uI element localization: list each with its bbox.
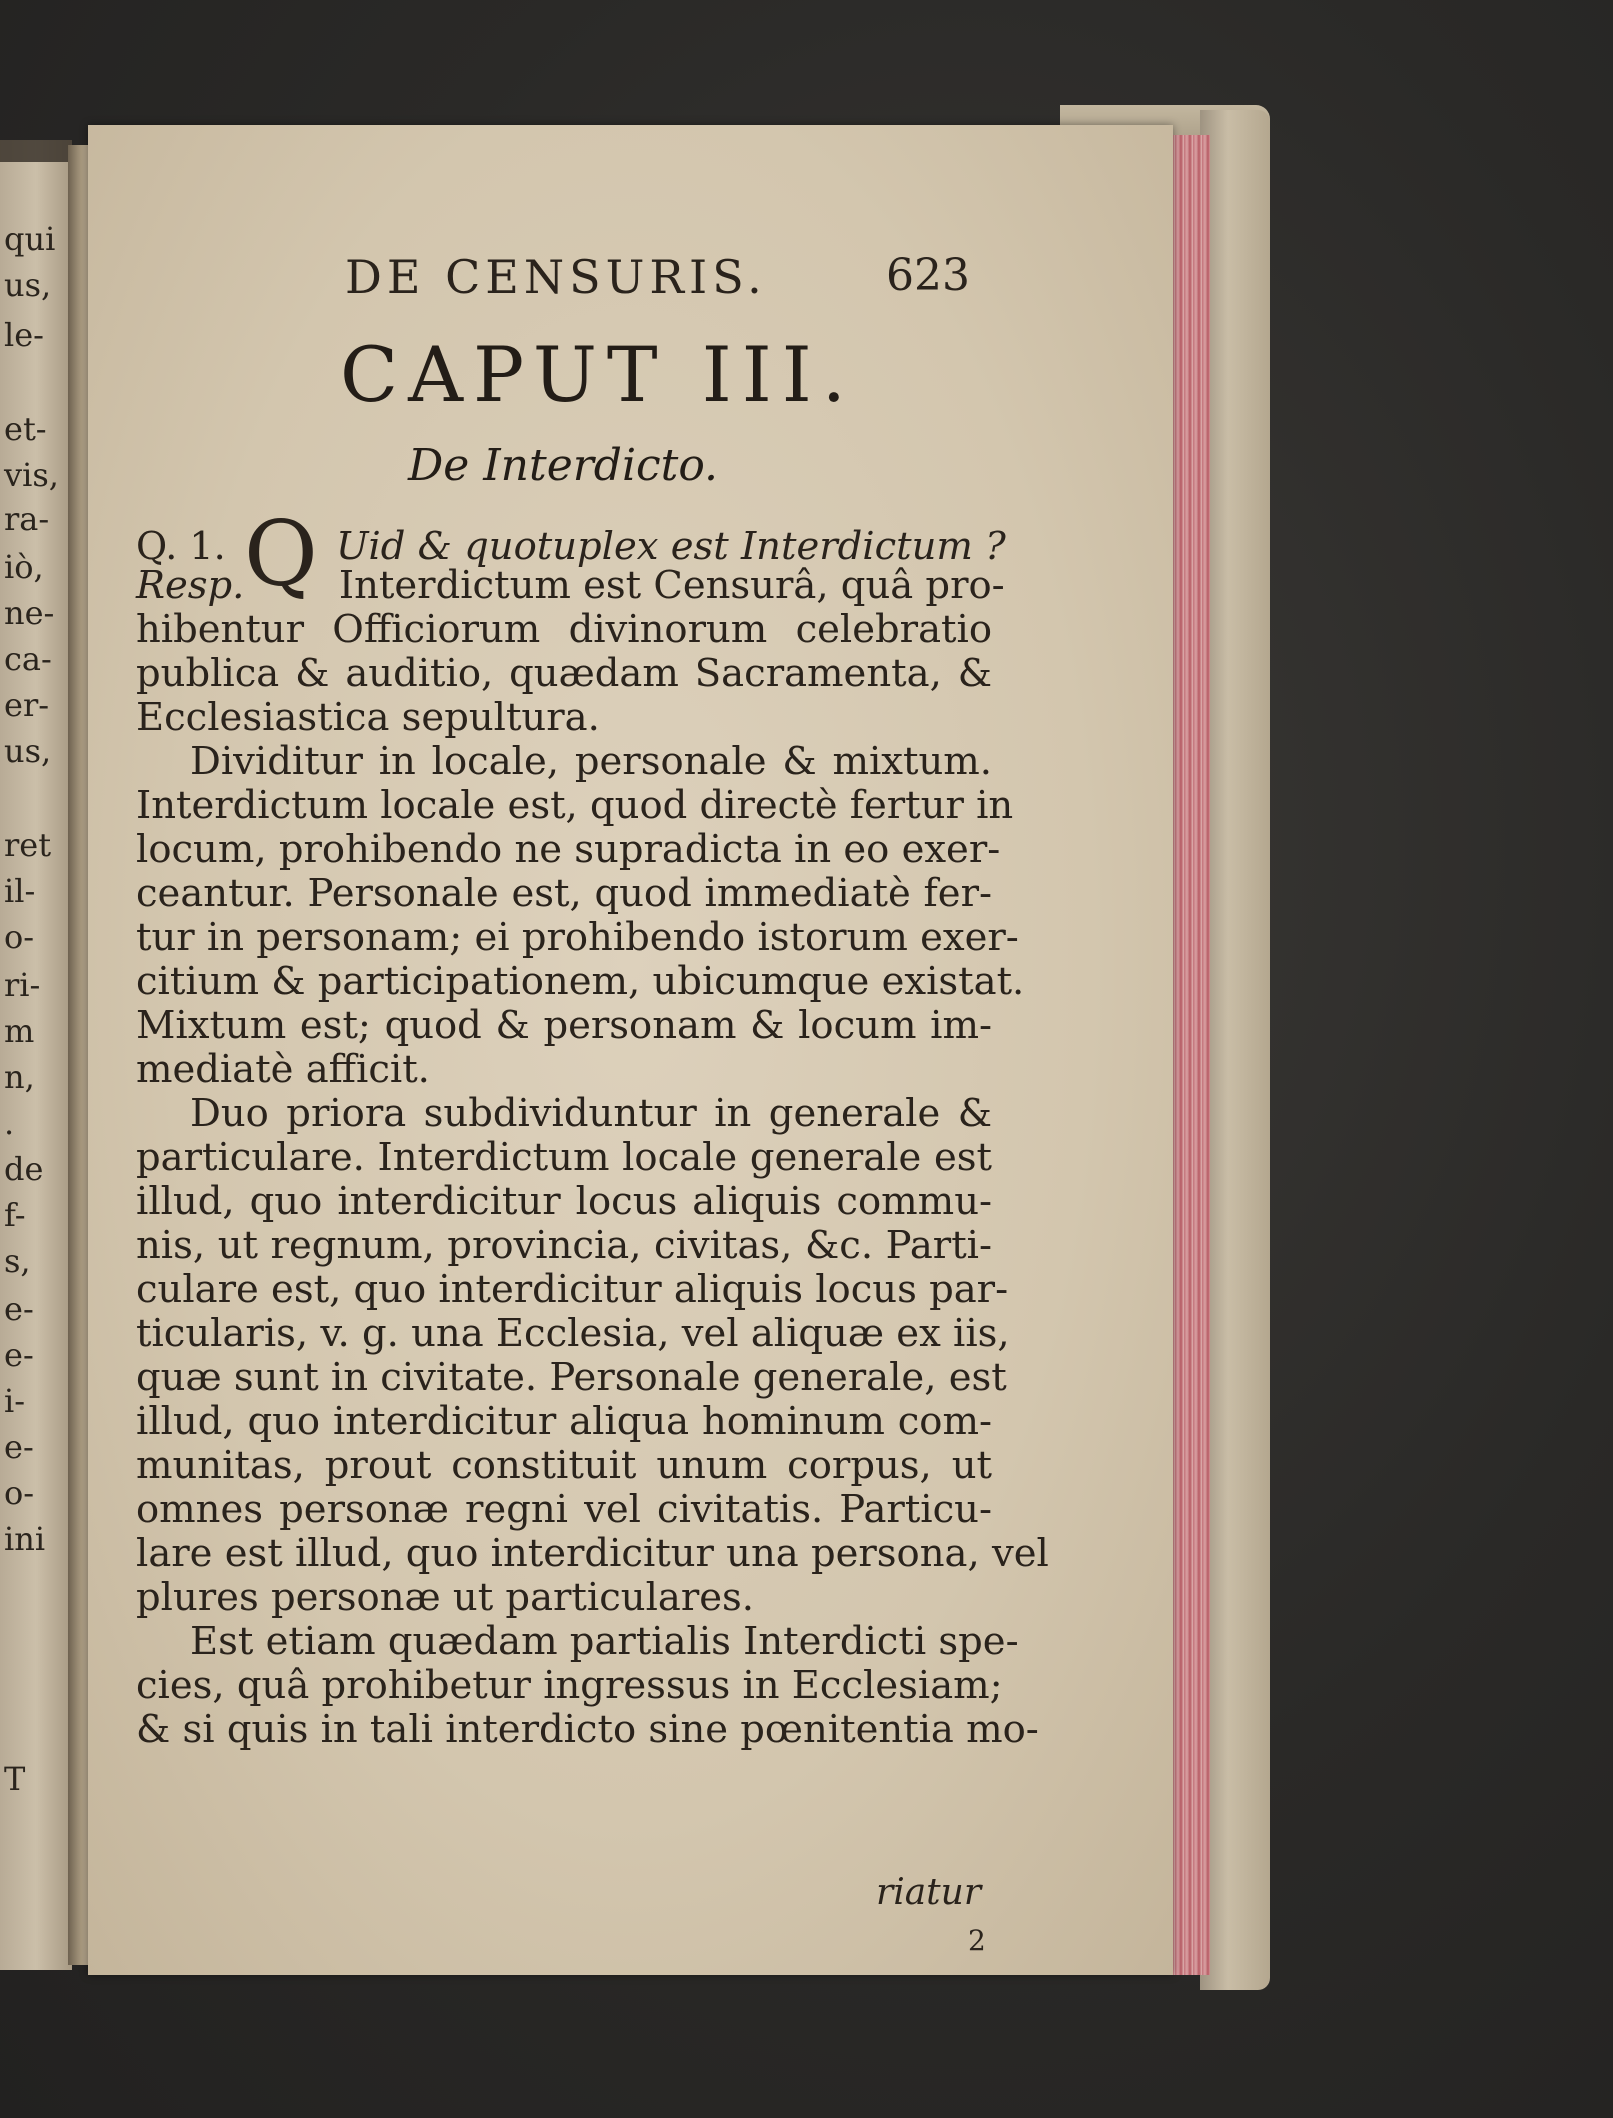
previous-page-text-fragment: us, [4, 732, 52, 770]
catchword: riatur [876, 1872, 982, 1913]
previous-page-text-fragment: ri- [4, 966, 41, 1004]
previous-page-text-fragment: de [4, 1150, 44, 1188]
previous-page-text-fragment: T [4, 1760, 26, 1798]
previous-page-text-fragment: qui [4, 220, 56, 258]
body-line: Dividitur in locale, personale & mixtum. [190, 739, 992, 784]
body-line: omnes personæ regni vel civitatis. Particu- [136, 1487, 992, 1532]
previous-page-text-fragment: ret [4, 826, 52, 864]
previous-page-text-fragment: e- [4, 1428, 34, 1466]
body-line: Interdictum est Censurâ, quâ pro- [338, 563, 1005, 608]
previous-page-text-fragment: et- [4, 410, 47, 448]
response-line [136, 563, 1005, 608]
body-line: & si quis in tali interdicto sine pœnitentia mo- [136, 1707, 1039, 1752]
previous-page-text-fragment: er- [4, 686, 50, 724]
body-line: plures personæ ut particulares. [136, 1575, 755, 1620]
body-line: publica & auditio, quædam Sacramenta, & [136, 651, 992, 696]
body-line: locum, prohibendo ne supradicta in eo exer- [136, 827, 1001, 872]
signature-mark: 2 [968, 1924, 986, 1957]
chapter-title: CAPUT III. [340, 330, 856, 419]
body-line: lare est illud, quo interdicitur una persona, vel [136, 1531, 1049, 1576]
previous-page-text-fragment: ne- [4, 594, 55, 632]
previous-page-text-fragment: us, [4, 266, 52, 304]
chapter-subtitle: De Interdicto. [408, 440, 719, 491]
previous-page-text-fragment: o- [4, 918, 35, 956]
body-line: illud, quo interdicitur locus aliquis commu- [136, 1179, 992, 1224]
previous-page-text-fragment: ra- [4, 500, 50, 538]
body-line: nis, ut regnum, provincia, civitas, &c. Parti- [136, 1223, 992, 1268]
previous-page-text-fragment: ca- [4, 640, 52, 678]
page-number: 623 [886, 250, 970, 301]
previous-page-text-fragment: n, [4, 1058, 35, 1096]
previous-page-text-fragment: f- [4, 1196, 26, 1234]
body-line: culare est, quo interdicitur aliquis locus par- [136, 1267, 1009, 1312]
body-line: Ecclesiastica sepultura. [136, 695, 600, 740]
body-line: mediatè afficit. [136, 1047, 430, 1092]
body-line: cies, quâ prohibetur ingressus in Ecclesiam; [136, 1663, 1003, 1708]
question-number: Q. 1. [136, 524, 226, 568]
body-line: Interdictum locale est, quod directè fertur in [136, 783, 1014, 828]
previous-page-text-fragment: le- [4, 316, 44, 354]
body-line: ceantur. Personale est, quod immediatè fer- [136, 871, 992, 916]
previous-page-text-fragment: m [4, 1012, 35, 1050]
previous-page-text-fragment: s, [4, 1242, 31, 1280]
resp-label: Resp. [136, 563, 245, 608]
previous-page-text-fragment: e- [4, 1290, 34, 1328]
body-line: tur in personam; ei prohibendo istorum exer- [136, 915, 1019, 960]
body-line: quæ sunt in civitate. Personale generale, est [136, 1355, 1007, 1400]
body-line: citium & participationem, ubicumque existat. [136, 959, 1025, 1004]
previous-page-text-fragment: vis, [4, 456, 59, 494]
cover-edge [1200, 110, 1270, 1990]
previous-page-text-fragment: . [4, 1104, 15, 1142]
body-line: Duo priora subdividuntur in generale & [190, 1091, 992, 1136]
body-line: munitas, prout constituit unum corpus, ut [136, 1443, 992, 1488]
previous-page-text-fragment: iò, [4, 548, 44, 586]
body-text [136, 502, 1049, 1752]
previous-page-header [0, 140, 72, 162]
body-line: Est etiam quædam partialis Interdicti spe- [190, 1619, 1019, 1664]
body-line: Mixtum est; quod & personam & locum im- [136, 1003, 992, 1048]
body-line: illud, quo interdicitur aliqua hominum com- [136, 1399, 992, 1444]
body-line: hibentur Officiorum divinorum celebratio [136, 607, 992, 652]
drop-cap: Q [243, 502, 318, 607]
previous-page-text-fragment: ini [4, 1520, 46, 1558]
question-text: Uid & quotuplex est Interdictum ? [335, 524, 1006, 569]
previous-page-text-fragment: o- [4, 1474, 35, 1512]
body-line: particulare. Interdictum locale generale est [136, 1135, 992, 1180]
running-head: DE CENSURIS. [345, 250, 767, 304]
previous-page-text-fragment: il- [4, 872, 36, 910]
previous-page-edge [0, 140, 72, 1970]
previous-page-text-fragment: e- [4, 1336, 34, 1374]
body-line: ticularis, v. g. una Ecclesia, vel aliquæ ex iis, [136, 1311, 1010, 1356]
previous-page-text-fragment: i- [4, 1382, 26, 1420]
